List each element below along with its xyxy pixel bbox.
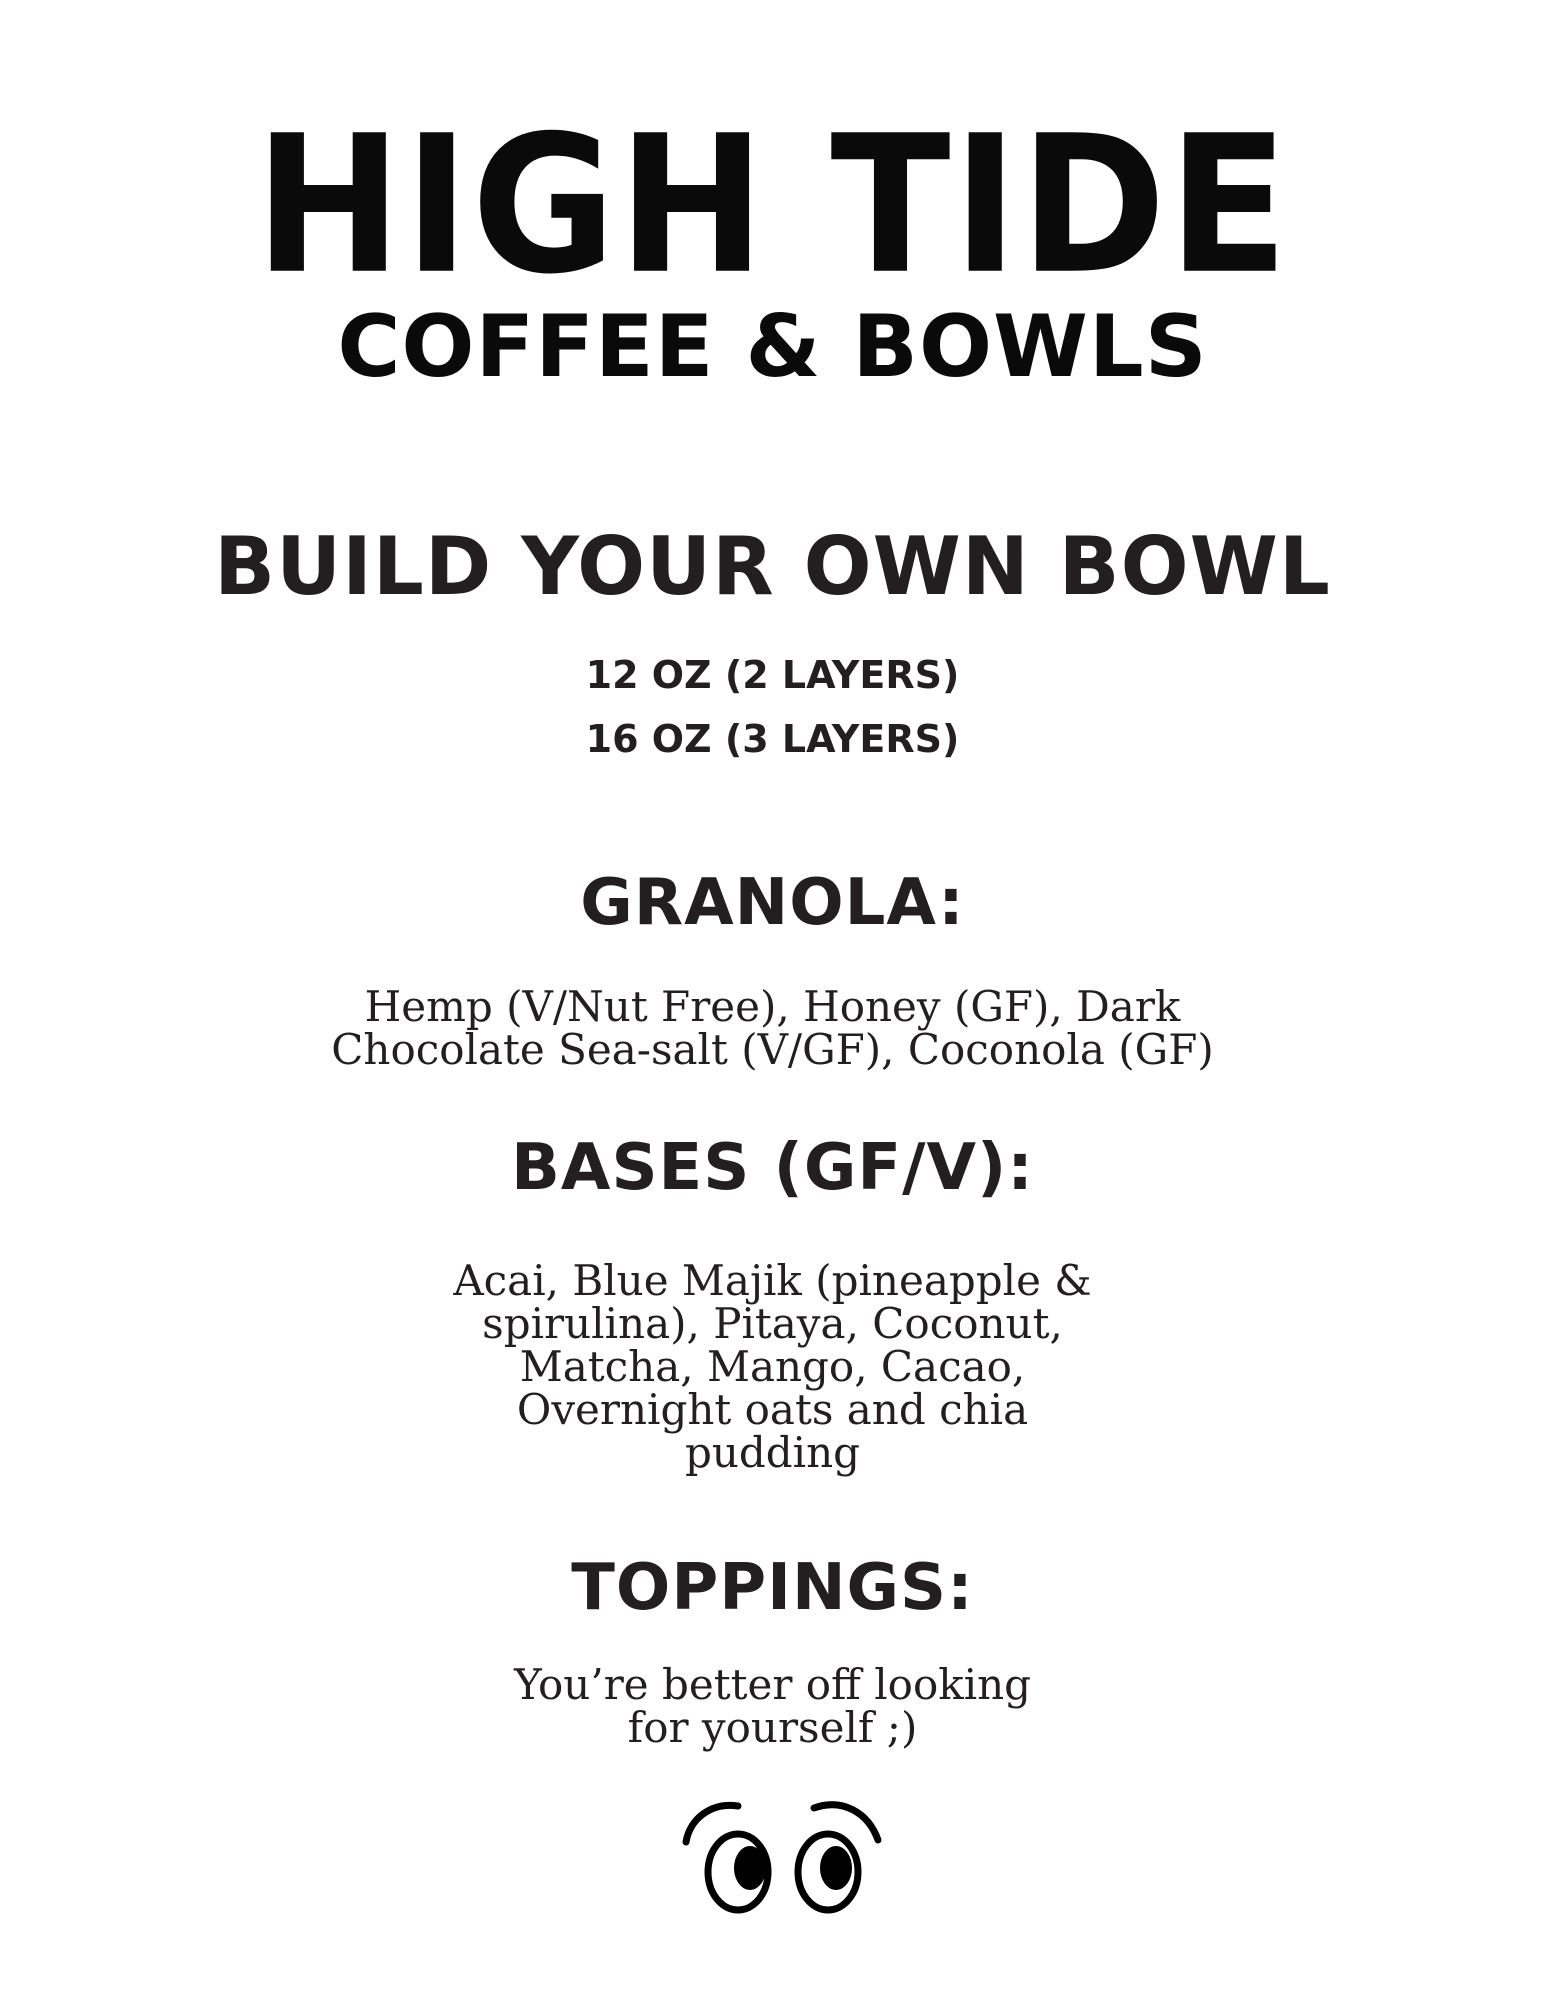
- granola-options: [0, 982, 1545, 1074]
- bases-heading: BASES (GF/V):: [511, 1131, 1034, 1205]
- brand-subtitle: COFFEE & BOWLS: [337, 297, 1208, 397]
- eyes-icon: [672, 1790, 892, 1930]
- bases-options: [0, 1256, 1545, 1477]
- toppings-line: You’re better off looking: [513, 1660, 1032, 1709]
- bases-line: Matcha, Mango, Cacao,: [519, 1342, 1026, 1391]
- bases-line: Overnight oats and chia: [516, 1385, 1029, 1434]
- bases-line: Acai, Blue Majik (pineapple &: [453, 1256, 1092, 1305]
- bases-line: pudding: [684, 1428, 861, 1477]
- size-option-12oz: 12 OZ (2 LAYERS): [585, 653, 960, 697]
- toppings-note: [0, 1660, 1545, 1752]
- brand-title: HIGH TIDE: [254, 94, 1291, 317]
- granola-line: Chocolate Sea-salt (V/GF), Coconola (GF): [331, 1025, 1214, 1074]
- size-option-16oz: 16 OZ (3 LAYERS): [585, 717, 960, 761]
- toppings-line: for yourself ;): [627, 1703, 918, 1752]
- bases-line: spirulina), Pitaya, Coconut,: [482, 1299, 1063, 1348]
- granola-line: Hemp (V/Nut Free), Honey (GF), Dark: [364, 982, 1181, 1031]
- menu-heading: BUILD YOUR OWN BOWL: [214, 520, 1331, 613]
- granola-heading: GRANOLA:: [580, 866, 965, 940]
- toppings-heading: TOPPINGS:: [571, 1551, 974, 1625]
